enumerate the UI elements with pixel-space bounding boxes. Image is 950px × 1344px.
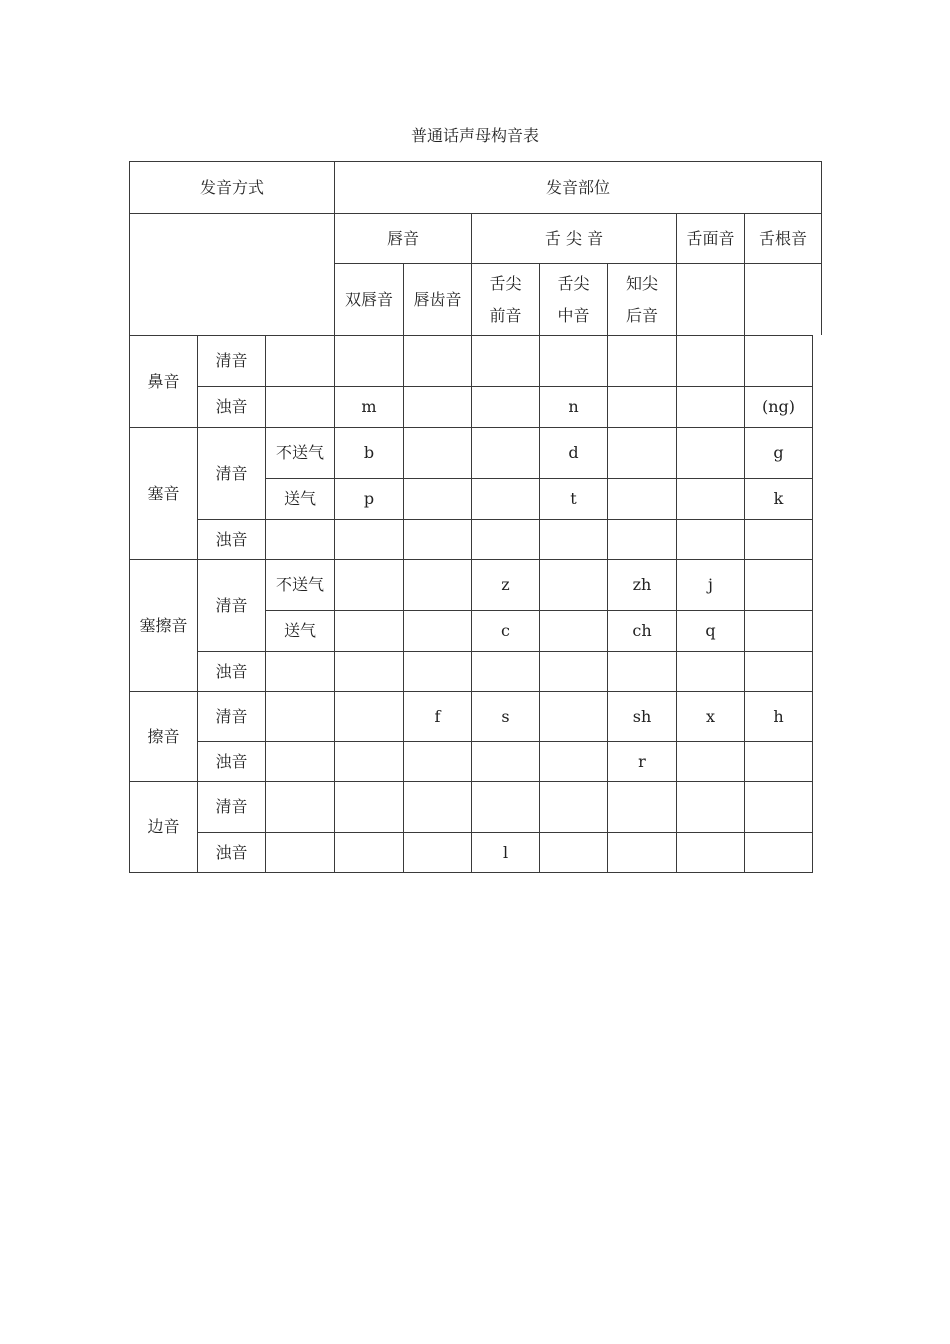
table-cell (471, 335, 539, 386)
initial-g: g (744, 427, 813, 478)
manner-lateral: 边音 (129, 781, 197, 873)
table-cell (334, 610, 403, 651)
initial-ch: ch (607, 610, 676, 651)
voicing-label: 浊音 (197, 519, 265, 559)
table-cell (403, 478, 471, 519)
initial-t: t (539, 478, 607, 519)
aspiration-label: 送气 (265, 478, 334, 519)
header-apical-back (607, 263, 676, 335)
table-cell (334, 335, 403, 386)
table-cell (607, 478, 676, 519)
table-cell (265, 741, 334, 781)
table-cell (676, 519, 744, 559)
table-cell (676, 832, 744, 873)
table-cell (607, 651, 676, 691)
table-cell (607, 781, 676, 832)
header-labial: 唇音 (334, 213, 471, 263)
table-cell (471, 781, 539, 832)
initial-q: q (676, 610, 744, 651)
table-cell (539, 335, 607, 386)
header-apical: 舌 尖 音 (471, 213, 676, 263)
aspiration-label: 不送气 (265, 427, 334, 478)
voicing-label: 清音 (197, 427, 265, 519)
table-cell (334, 691, 403, 741)
table-cell (334, 519, 403, 559)
manner-stop: 塞音 (129, 427, 197, 559)
table-cell (265, 781, 334, 832)
table-cell (265, 519, 334, 559)
table-cell (539, 691, 607, 741)
header-dorsal-blank (744, 263, 822, 335)
initial-n: n (539, 386, 607, 427)
aspiration-label: 送气 (265, 610, 334, 651)
table-cell (539, 781, 607, 832)
initial-r: r (607, 741, 676, 781)
table-cell (403, 386, 471, 427)
table-cell (471, 386, 539, 427)
table-cell (539, 651, 607, 691)
table-cell (607, 335, 676, 386)
initial-ng: (ng) (744, 386, 813, 427)
header-apical-mid (539, 263, 607, 335)
table-cell (334, 781, 403, 832)
table-title: 普通话声母构音表 (410, 126, 539, 145)
table-cell (676, 478, 744, 519)
header-apical-front-line2: 前音 (489, 305, 522, 325)
table-cell (334, 741, 403, 781)
table-cell (403, 335, 471, 386)
table-cell (334, 651, 403, 691)
table-cell (676, 781, 744, 832)
table-cell (265, 335, 334, 386)
header-dorsal: 舌根音 (744, 213, 822, 263)
aspiration-label: 不送气 (265, 559, 334, 610)
table-cell (539, 519, 607, 559)
header-laminal: 舌面音 (676, 213, 744, 263)
manner-nasal: 鼻音 (129, 335, 197, 427)
table-cell (607, 386, 676, 427)
table-cell (403, 610, 471, 651)
voicing-label: 清音 (197, 691, 265, 741)
table-cell (676, 386, 744, 427)
header-apical-back-line1: 知尖 (625, 273, 658, 293)
header-apical-back-line2: 后音 (625, 305, 658, 325)
table-cell (744, 781, 813, 832)
initial-f: f (403, 691, 471, 741)
table-cell (403, 651, 471, 691)
initial-b: b (334, 427, 403, 478)
table-cell (403, 519, 471, 559)
header-apical-mid-line1: 舌尖 (557, 273, 590, 293)
header-apical-front (471, 263, 539, 335)
initial-sh: sh (607, 691, 676, 741)
table-cell (744, 559, 813, 610)
initial-d: d (539, 427, 607, 478)
table-cell (744, 610, 813, 651)
header-manner: 发音方式 (129, 161, 334, 213)
table-cell (265, 651, 334, 691)
voicing-label: 清音 (197, 781, 265, 832)
table-cell (403, 832, 471, 873)
table-cell (471, 478, 539, 519)
header-apical-mid-line2: 中音 (557, 305, 590, 325)
table-cell (471, 427, 539, 478)
table-cell (539, 559, 607, 610)
header-place: 发音部位 (334, 161, 822, 213)
manner-fricative: 擦音 (129, 691, 197, 781)
manner-affricate: 塞擦音 (129, 559, 197, 691)
table-cell (471, 519, 539, 559)
initial-x: x (676, 691, 744, 741)
table-cell (265, 691, 334, 741)
initial-p: p (334, 478, 403, 519)
header-laminal-blank (676, 263, 744, 335)
initial-h: h (744, 691, 813, 741)
header-labiodental: 唇齿音 (403, 263, 471, 335)
table-cell (744, 335, 813, 386)
voicing-label: 浊音 (197, 386, 265, 427)
table-cell (744, 519, 813, 559)
table-cell (471, 741, 539, 781)
voicing-label: 浊音 (197, 651, 265, 691)
initial-c: c (471, 610, 539, 651)
table-cell (744, 832, 813, 873)
table-cell (744, 651, 813, 691)
initial-m: m (334, 386, 403, 427)
table-cell (265, 832, 334, 873)
table-cell (403, 741, 471, 781)
table-cell (607, 832, 676, 873)
initial-z: z (471, 559, 539, 610)
table-cell (403, 559, 471, 610)
initial-l: l (471, 832, 539, 873)
table-cell (539, 610, 607, 651)
header-blank (129, 213, 334, 335)
voicing-label: 浊音 (197, 741, 265, 781)
table-cell (265, 386, 334, 427)
table-cell (607, 519, 676, 559)
table-cell (403, 781, 471, 832)
initial-j: j (676, 559, 744, 610)
voicing-label: 浊音 (197, 832, 265, 873)
table-cell (539, 832, 607, 873)
table-cell (676, 427, 744, 478)
table-cell (403, 427, 471, 478)
initial-s: s (471, 691, 539, 741)
table-cell (539, 741, 607, 781)
table-cell (334, 832, 403, 873)
voicing-label: 清音 (197, 559, 265, 651)
header-bilabial: 双唇音 (334, 263, 403, 335)
table-cell (607, 427, 676, 478)
initial-k: k (744, 478, 813, 519)
table-cell (676, 741, 744, 781)
table-cell (676, 335, 744, 386)
table-cell (744, 741, 813, 781)
header-apical-front-line1: 舌尖 (489, 273, 522, 293)
initial-zh: zh (607, 559, 676, 610)
table-cell (471, 651, 539, 691)
voicing-label: 清音 (197, 335, 265, 386)
table-cell (334, 559, 403, 610)
table-cell (676, 651, 744, 691)
